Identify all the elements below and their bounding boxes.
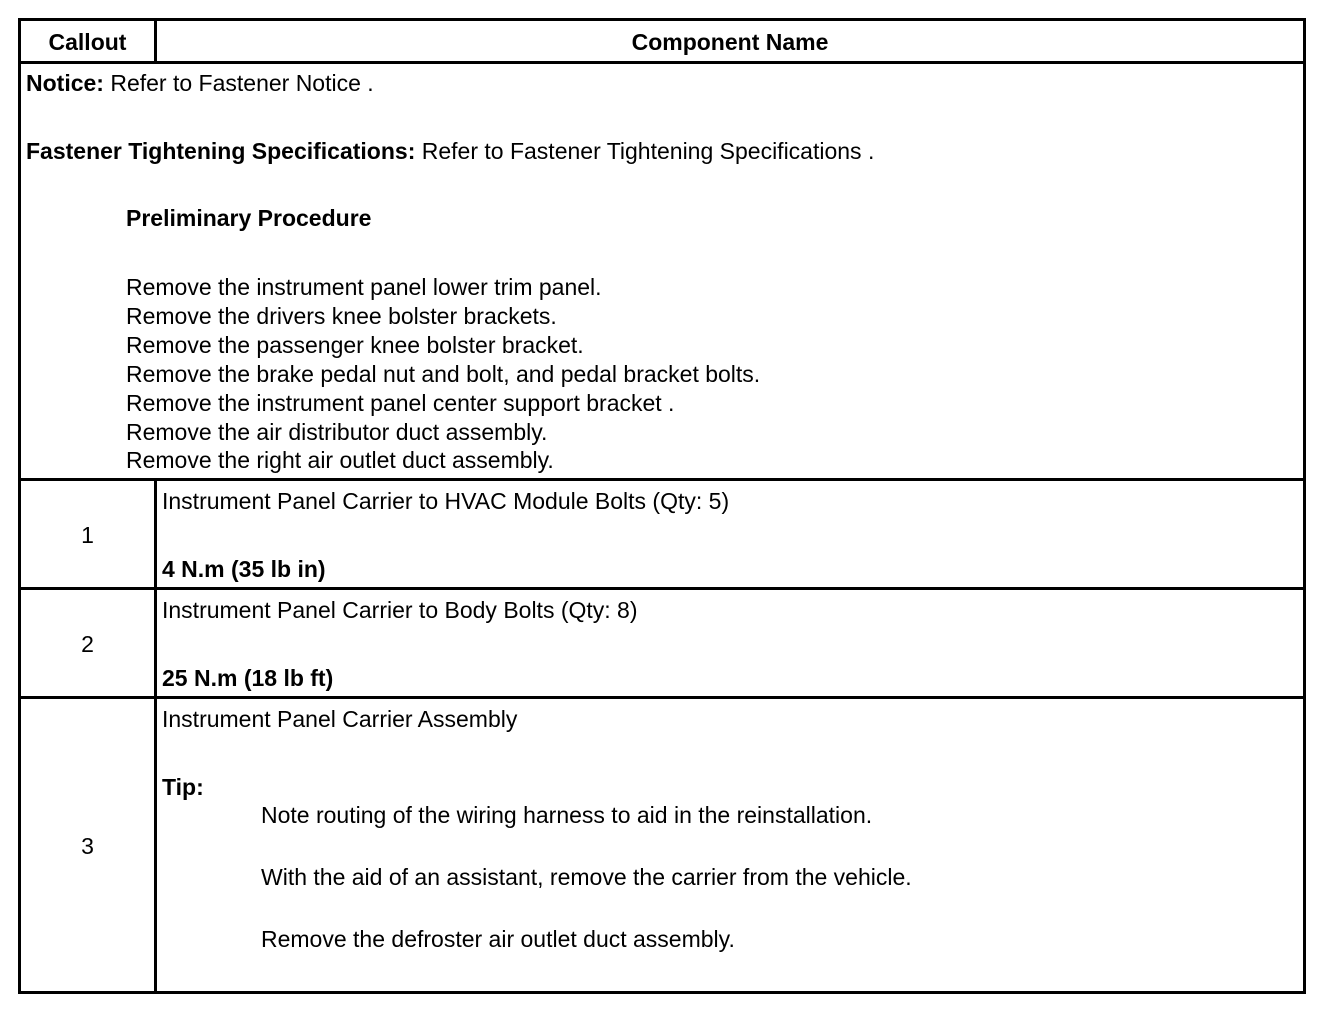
fastener-specs-text: Refer to Fastener Tightening Specifications . (415, 138, 875, 164)
preliminary-step: Remove the instrument panel lower trim panel. (126, 274, 602, 300)
header-component-name: Component Name (631, 29, 829, 55)
row3-tip-label: Tip: (162, 774, 204, 800)
header-divider (21, 61, 1303, 64)
notice-label: Notice: (26, 70, 104, 96)
preliminary-step: Remove the drivers knee bolster brackets. (126, 303, 557, 329)
component-table (18, 18, 1306, 994)
notice-text: Refer to Fastener Notice . (103, 70, 374, 96)
fastener-specs-label: Fastener Tightening Specifications: (26, 138, 416, 164)
row3-callout: 3 (81, 833, 94, 859)
rows-column-divider (154, 478, 157, 994)
row2-name: Instrument Panel Carrier to Body Bolts (Qty: 8) (162, 597, 638, 623)
preliminary-step: Remove the air distributor duct assembly. (126, 419, 548, 445)
preliminary-title: Preliminary Procedure (126, 205, 372, 231)
preliminary-step: Remove the instrument panel center support bracket . (126, 390, 675, 416)
row1-name: Instrument Panel Carrier to HVAC Module Bolts (Qty: 5) (162, 488, 730, 514)
notes-divider (21, 478, 1303, 481)
preliminary-step: Remove the brake pedal nut and bolt, and pedal bracket bolts. (126, 361, 761, 387)
preliminary-step: Remove the passenger knee bolster bracket. (126, 332, 584, 358)
row3-name: Instrument Panel Carrier Assembly (162, 706, 518, 732)
header-callout: Callout (48, 29, 127, 55)
row3-tip: Remove the defroster air outlet duct assembly. (261, 926, 735, 952)
preliminary-step: Remove the right air outlet duct assembly. (126, 447, 554, 473)
row1-torque: 4 N.m (35 lb in) (162, 556, 326, 582)
row1-divider (21, 587, 1303, 590)
row3-tip: With the aid of an assistant, remove the carrier from the vehicle. (261, 864, 912, 890)
notice-line (26, 69, 374, 97)
fastener-specs-line (26, 137, 874, 165)
row2-torque: 25 N.m (18 lb ft) (162, 665, 334, 691)
row1-callout: 1 (81, 522, 94, 548)
row2-callout: 2 (81, 631, 94, 657)
row3-tip: Note routing of the wiring harness to aid in the reinstallation. (261, 802, 873, 828)
row2-divider (21, 696, 1303, 699)
